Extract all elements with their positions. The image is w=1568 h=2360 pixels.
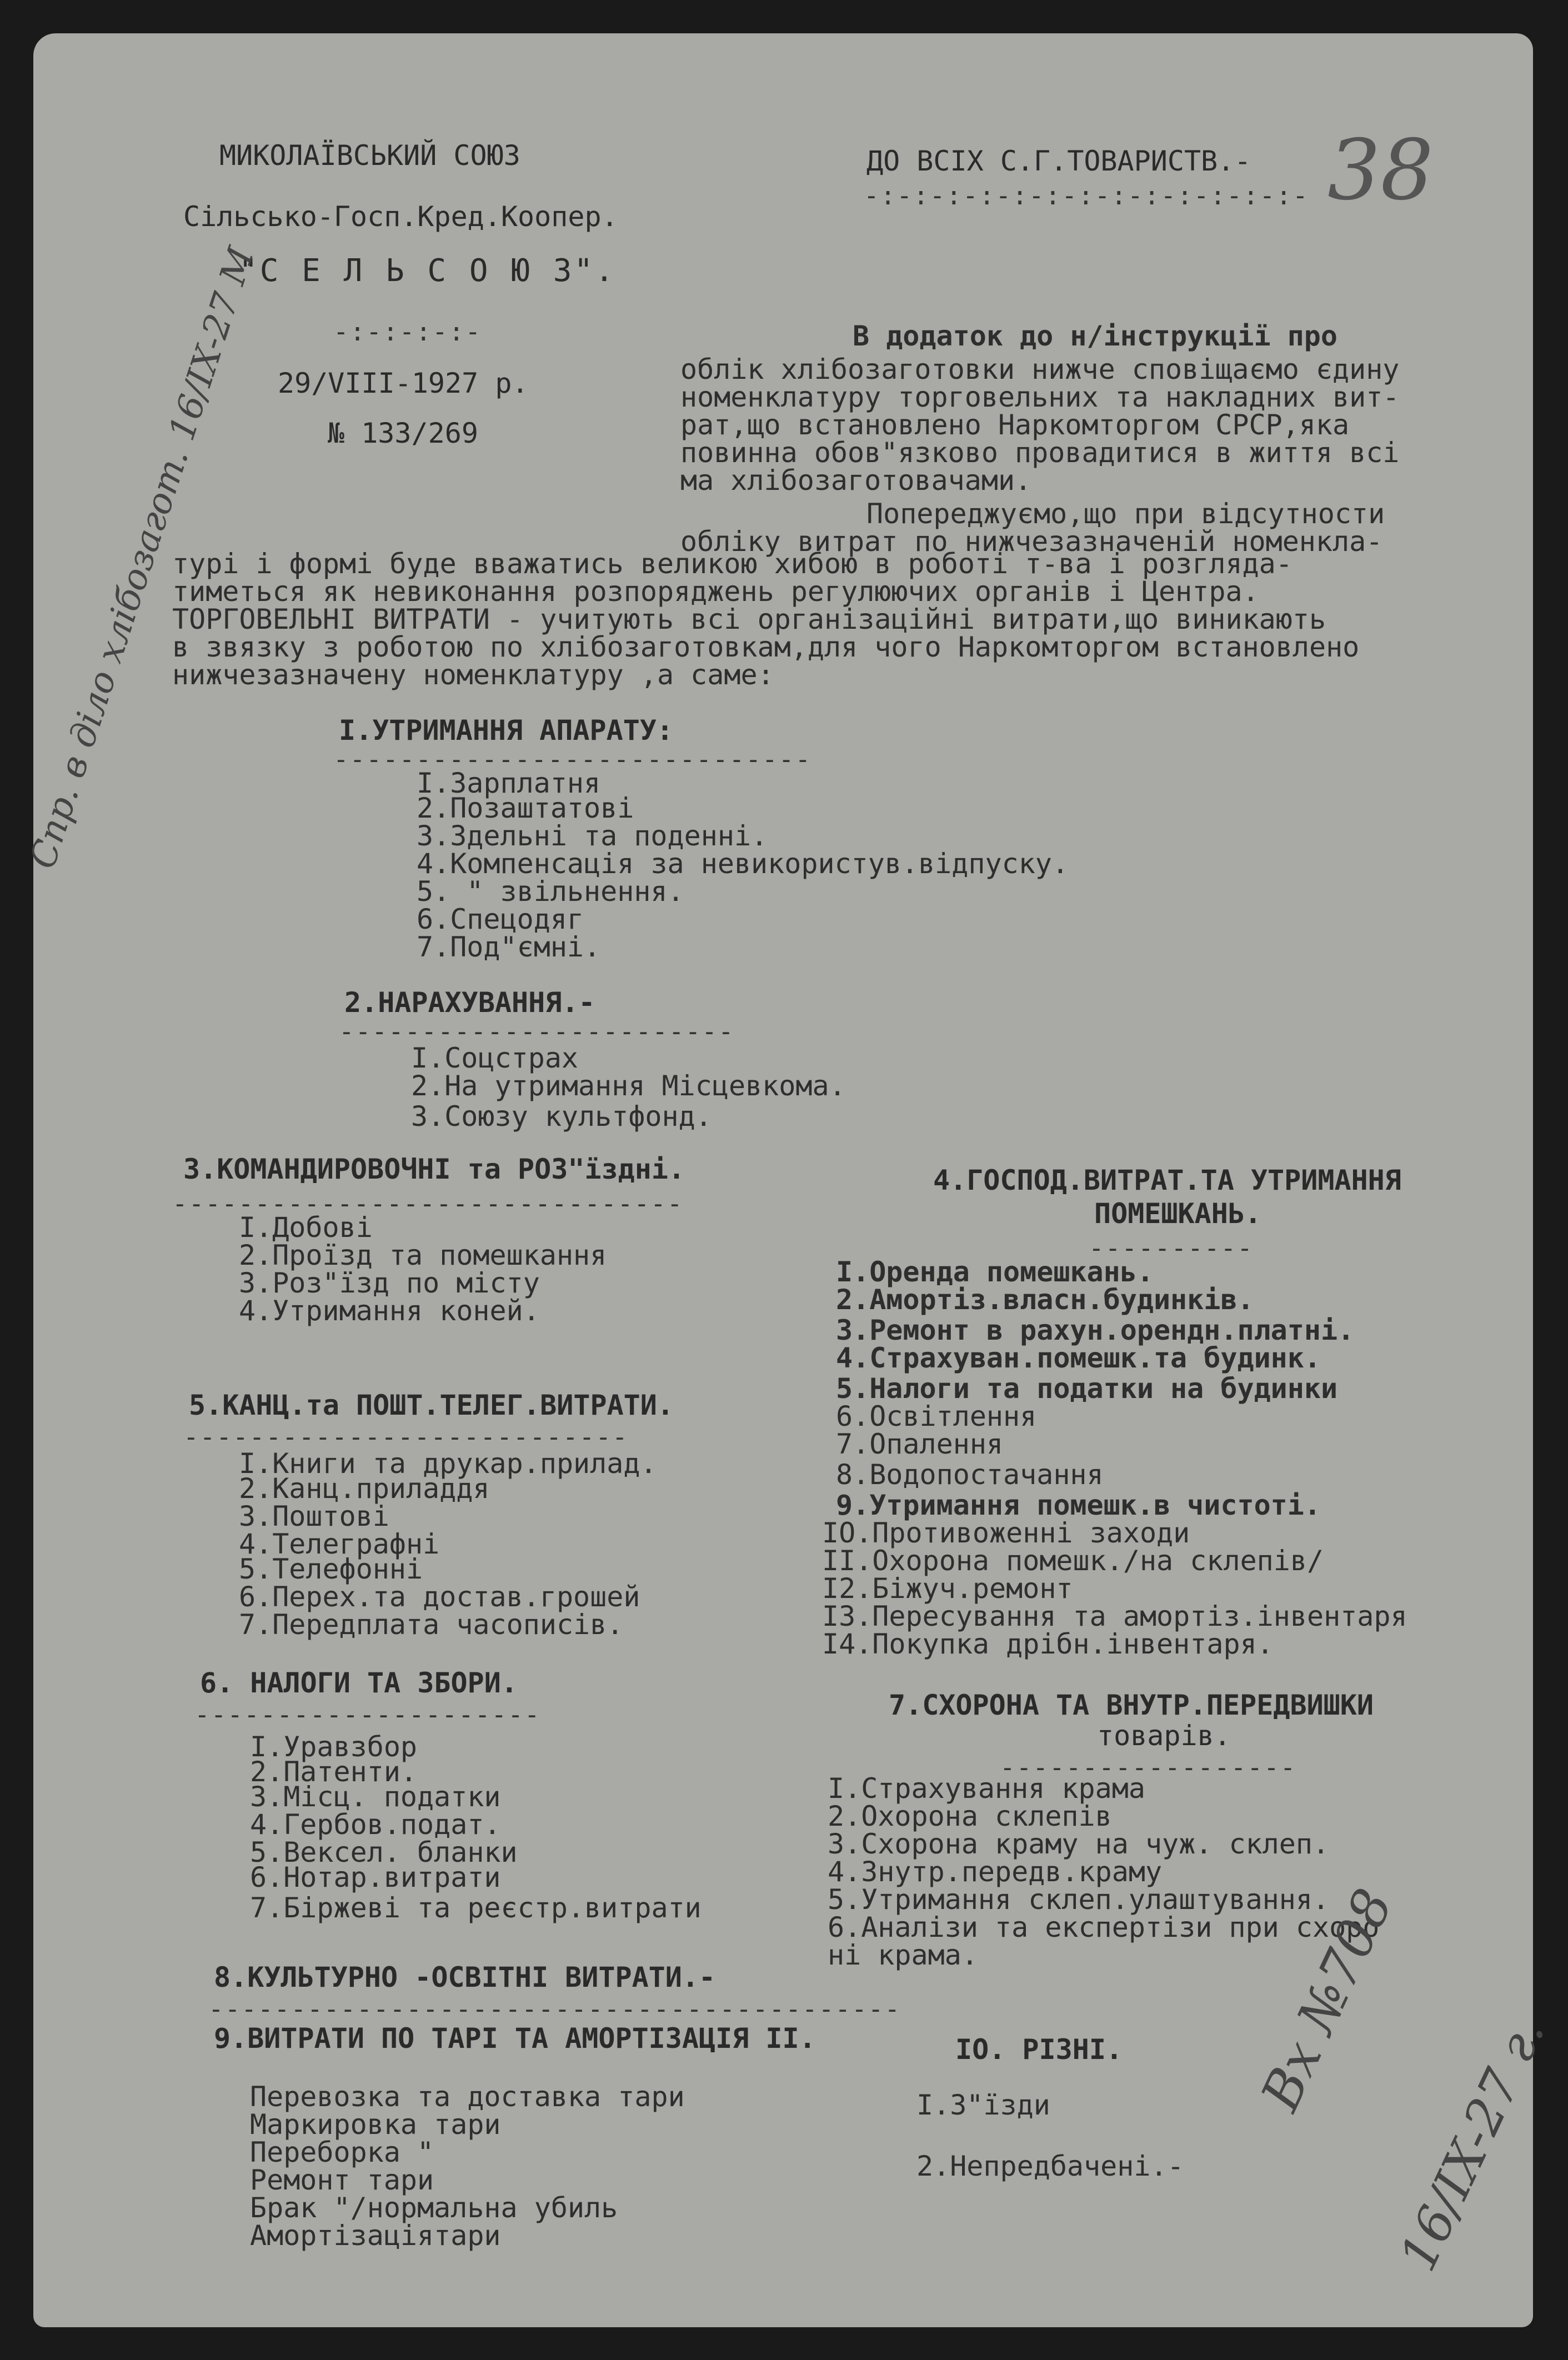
section-7-rule: ------------------ <box>1000 1752 1297 1782</box>
section-6-title: 6. НАЛОГИ ТА ЗБОРИ. <box>200 1667 518 1699</box>
incoming-stamp-date: 16/IX-27 г. <box>1389 2008 1556 2280</box>
section-8-title: 8.КУЛЬТУРНО -ОСВІТНІ ВИТРАТИ.- <box>214 1961 716 1993</box>
header-right-dashes: -:-:-:-:-:-:-:-:-:-:-:-:-:- <box>864 181 1309 211</box>
section-2-rule: ------------------------ <box>339 1016 735 1046</box>
doc-number: № 133/269 <box>328 417 478 449</box>
org-short-name: "С Е Л Ь С О Ю З". <box>239 253 616 289</box>
addressee: ДО ВСІХ С.Г.ТОВАРИСТВ.- <box>866 145 1251 177</box>
section-4-title: 4.ГОСПОД.ВИТРАТ.ТА УТРИМАННЯ <box>933 1164 1401 1196</box>
page-number-handwritten: 38 <box>1327 122 1434 219</box>
section-7-title: 7.СХОРОНА ТА ВНУТР.ПЕРЕДВИШКИ <box>889 1689 1374 1721</box>
org-type: Сільсько-Госп.Кред.Коопер. <box>183 201 618 233</box>
section-3-title: 3.КОМАНДИРОВОЧНІ та РОЗ"їздні. <box>183 1153 685 1185</box>
section-8-rule: ------------------------------------------ <box>208 1994 901 2024</box>
incoming-stamp-number: Вх №708 <box>1250 1880 1405 2120</box>
section-9-title: 9.ВИТРАТИ ПО ТАРІ ТА АМОРТІЗАЦІЯ II. <box>214 2022 816 2055</box>
org-name: МИКОЛАЇВСЬКИЙ СОЮЗ <box>219 139 520 172</box>
section-5-title: 5.КАНЦ.та ПОШТ.ТЕЛЕГ.ВИТРАТИ. <box>189 1389 674 1421</box>
section-1-title: I.УТРИМАННЯ АПАРАТУ: <box>339 714 674 746</box>
section-7-subtitle: товарів. <box>1097 1720 1231 1752</box>
section-2-title: 2.НАРАХУВАННЯ.- <box>344 986 595 1019</box>
section-10-title: IO. РІЗНІ. <box>955 2033 1123 2066</box>
handwritten-margin-note: Спр. в діло хлібозагот. 16/IX-27 М <box>22 242 263 874</box>
section-5-rule: --------------------------- <box>183 1422 629 1452</box>
section-3-rule: ------------------------------- <box>172 1189 684 1219</box>
header-left-dashes: -:-:-:-:- <box>333 317 482 347</box>
section-4-subtitle: ПОМЕШКАНЬ. <box>1094 1197 1262 1230</box>
section-6-rule: --------------------- <box>194 1700 541 1730</box>
section-1-rule: ----------------------------- <box>333 744 812 774</box>
doc-date: 29/VIII-1927 р. <box>278 367 529 399</box>
section-4-rule: ---------- <box>1089 1233 1254 1263</box>
